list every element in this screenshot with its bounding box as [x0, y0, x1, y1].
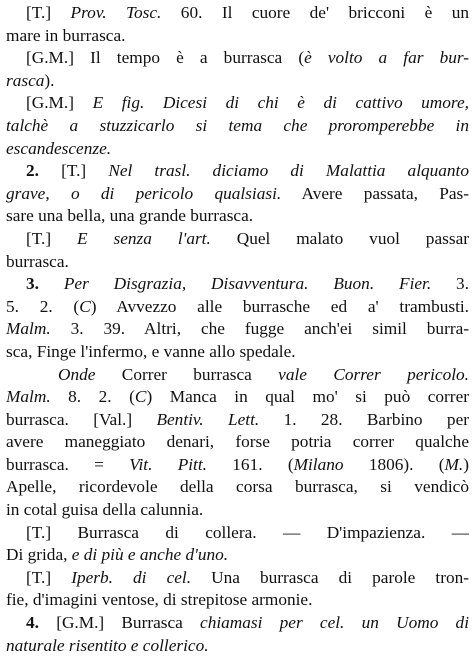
text-run: Prov. Tosc.: [70, 3, 162, 22]
text-line: [6, 522, 469, 545]
text-run: C: [134, 387, 147, 407]
text-line: [6, 635, 469, 657]
text-run: E fig. Dicesi di chi è di cattivo umore,: [92, 93, 469, 113]
text-run: Bentiv. Lett.: [156, 409, 260, 429]
text-run: Una burrasca di parole tron-: [191, 567, 469, 587]
text-line: [6, 251, 469, 274]
text-run: Iperb. di cel.: [71, 567, 192, 587]
text-run: avere maneggiato denari, forse potria correr qualche: [6, 432, 469, 452]
text-run: 5. 2. (: [6, 296, 80, 316]
text-line: [6, 183, 469, 206]
text-run: escandescenze.: [6, 138, 112, 158]
text-run: mare in burrasca.: [6, 25, 126, 45]
text-line: [6, 160, 469, 183]
text-line: [6, 70, 469, 93]
text-line: [6, 341, 469, 364]
text-run: Di grida,: [6, 545, 72, 565]
text-run: sca, Finge l'infermo, e vanne allo spedale.: [6, 341, 296, 361]
text-run: fie, d'imagini ventose, di strepitose armonie.: [6, 590, 313, 610]
text-line: [6, 612, 469, 635]
text-run: 3.: [26, 274, 64, 294]
text-run: Per Disgrazia, Disavventura. Buon. Fier.: [63, 274, 432, 294]
text-line: [6, 25, 469, 48]
text-run: 1806). (: [343, 454, 445, 474]
text-line: [6, 567, 469, 590]
text-run: talchè a stuzzicarlo si tema che prorompere: [6, 115, 410, 135]
text-run: Milano: [293, 454, 344, 474]
text-run: e di più e anche d'uno.: [71, 545, 229, 565]
text-run: [T.]: [61, 161, 109, 181]
text-run: E senza l'art.: [77, 228, 211, 248]
text-line: [6, 589, 469, 612]
text-run: grave, o di pericolo qualsiasi.: [6, 183, 282, 203]
text-run: vale: [278, 364, 307, 384]
text-run: [G.M.]: [26, 93, 93, 113]
text-line: [6, 476, 469, 499]
text-line: [6, 205, 469, 228]
text-run: in cotal guisa della calunnia.: [6, 500, 204, 520]
text-run: [T.]: [26, 3, 71, 22]
text-run: C: [79, 296, 91, 316]
text-run: 3. 39. Altri, che fugge anch'ei simil burra-: [50, 319, 469, 339]
text-run: [T.]: [26, 228, 78, 248]
text-run: naturale risentito e collerico.: [6, 635, 209, 655]
text-run: bbe in: [409, 115, 469, 135]
text-run: chiamasi per cel. un Uomo di: [200, 613, 469, 633]
text-line: [6, 296, 469, 319]
text-run: Correr burrasca: [95, 364, 279, 384]
text-run: Vit. Pitt.: [129, 454, 207, 474]
text-run: 1. 28. Barbino per: [259, 409, 469, 429]
text-line: [6, 138, 469, 161]
text-line: [6, 499, 469, 522]
text-run: M.: [444, 454, 464, 474]
text-line: [6, 431, 469, 454]
text-run: Correr pericolo.: [306, 364, 469, 384]
text-line: [6, 2, 469, 25]
text-run: [T.]: [26, 567, 72, 587]
text-run: burrasca. =: [6, 454, 130, 474]
text-run: rasca: [6, 70, 45, 90]
text-line: [6, 273, 469, 296]
text-line: [6, 228, 469, 251]
text-line: [6, 115, 469, 138]
text-line: [6, 364, 469, 387]
text-run: sare una bella, una grande burrasca.: [6, 206, 254, 226]
text-run: [G.M.] Burrasca: [56, 613, 201, 633]
text-line: [6, 409, 469, 432]
text-run: Avere passata, Pas-: [281, 183, 469, 203]
text-run: 4.: [26, 613, 57, 633]
text-line: [6, 544, 469, 567]
text-run: [T.] Burrasca di collera. — D'impazienza. —: [26, 522, 469, 542]
text-line: [6, 47, 469, 70]
text-line: [6, 92, 469, 115]
text-run: 8. 2. (: [50, 387, 135, 407]
text-run: ).: [44, 70, 55, 90]
text-run: Malm.: [6, 387, 51, 407]
text-line: [6, 386, 469, 409]
text-run: [G.M.] Il tempo è a burrasca (: [26, 48, 305, 68]
text-run: Onde: [58, 364, 96, 384]
text-run: burrasca.: [6, 251, 69, 271]
text-run: burrasca. [Val.]: [6, 409, 157, 429]
text-run: 60. Il cuore de' bricconi è un: [161, 3, 469, 22]
text-run: ) Avvezzo alle burrasche ed a' trambusti.: [90, 296, 469, 316]
text-run: 3.: [431, 274, 469, 294]
text-run: Quel malato vuol passar: [210, 228, 469, 248]
text-run: è volto a far bur-: [304, 48, 469, 68]
text-run: 161. (: [206, 454, 294, 474]
text-line: [6, 318, 469, 341]
text-line: [6, 454, 469, 477]
text-run: Malm.: [6, 319, 51, 339]
text-run: ) Manca in qual mo' si può correr: [146, 387, 469, 407]
text-run: Nel trasl. diciamo di Malattia alquanto: [108, 161, 469, 181]
text-run: ): [463, 454, 469, 474]
dictionary-entry-text: [6, 2, 469, 657]
text-run: 2.: [26, 161, 62, 181]
text-run: Apelle, ricordevole della corsa burrasca, si vendicò: [6, 477, 469, 497]
